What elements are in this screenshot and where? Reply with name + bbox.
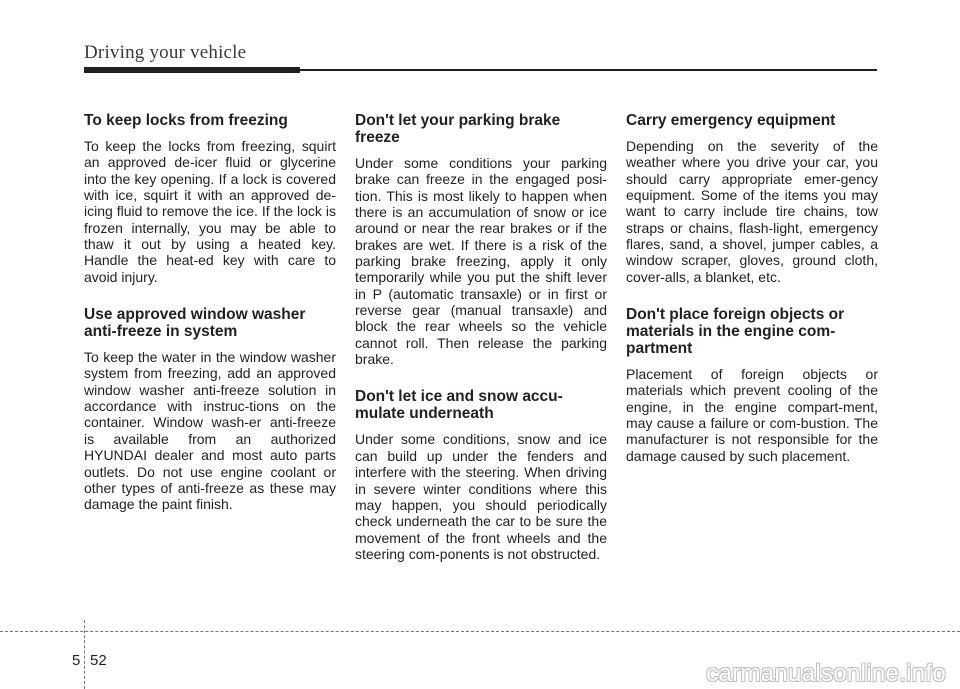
page-header-title: Driving your vehicle	[84, 42, 247, 63]
column-right	[626, 112, 878, 485]
page-number: 52	[90, 652, 107, 669]
section-body: Under some conditions your parking brake can freeze in the engaged posi-tion. This is most likely to happen when there is an accumulation of snow or ice around or near the rear brakes or if the brakes are wet. If there is a risk of the parking brake freezing, apply it only temporarily while you put the shift lever in P (automatic transaxle) or in first or reverse gear (manual transaxle) and block the rear wheels so the vehicle cannot roll. Then release the parking brake.	[355, 155, 607, 368]
section-body: To keep the locks from freezing, squirt an approved de-icer fluid or glycerine into the key opening. If a lock is covered with ice, squirt it with an approved de-icing fluid to remove the ice. If the lock is frozen internally, you may be able to thaw it out by using a heated key. Handle the heat-ed key with care to avoid injury.	[84, 138, 336, 285]
header-rule-thick	[84, 67, 300, 73]
header-rule-thin	[300, 69, 877, 71]
section-heading: To keep locks from freezing	[84, 112, 288, 129]
section-heading: Carry emergency equipment	[626, 112, 836, 129]
section-heading: Don't let your parking brake freeze	[355, 112, 561, 146]
chapter-number: 5	[72, 652, 81, 669]
footer-divider-vertical	[84, 620, 85, 689]
section-body: Depending on the severity of the weather where you drive your car, you should carry appropriate emer-gency equipment. Some of the items you may want to carry include tire chains, tow straps or chains, flash-light, emergency flares, sand, a shovel, jumper cables, a window scraper, gloves, ground cloth, cover-alls, a blanket, etc.	[626, 138, 878, 285]
section-body: To keep the water in the window washer system from freezing, add an approved window washer anti-freeze solution in accordance with instruc-tions on the container. Window wash-er anti-freeze is available from an authorized HYUNDAI dealer and most auto parts outlets. Do not use engine coolant or other types of anti-freeze as these may damage the paint finish.	[84, 349, 336, 513]
watermark: carmanualsonline.info	[706, 660, 946, 687]
section-heading: Don't place foreign objects or materials in the engine com-partment	[626, 306, 845, 358]
section-washer-antifreeze	[84, 306, 336, 512]
section-heading: Use approved window washer anti-freeze in system	[84, 306, 306, 341]
footer-divider-horizontal	[0, 631, 960, 632]
section-ice-snow	[355, 388, 607, 562]
section-body: Under some conditions, snow and ice can build up under the fenders and interfere with the steering. When driving in severe winter conditions where this may happen, you should periodically check underneath the car to be sure the movement of the front wheels and the steering com-ponents is not obstructed.	[355, 431, 607, 562]
section-body: Placement of foreign objects or materials which prevent cooling of the engine, in the engine compart-ment, may cause a failure or com-bustion. The manufacturer is not responsible for the damage caused by such placement.	[626, 366, 878, 464]
section-heading: Don't let ice and snow accu-mulate underneath	[355, 388, 563, 423]
column-middle	[355, 112, 607, 583]
column-left	[84, 112, 336, 534]
section-keep-locks	[84, 112, 336, 285]
section-parking-brake	[355, 112, 607, 367]
section-foreign-objects	[626, 306, 878, 464]
section-emergency-equipment	[626, 112, 878, 285]
